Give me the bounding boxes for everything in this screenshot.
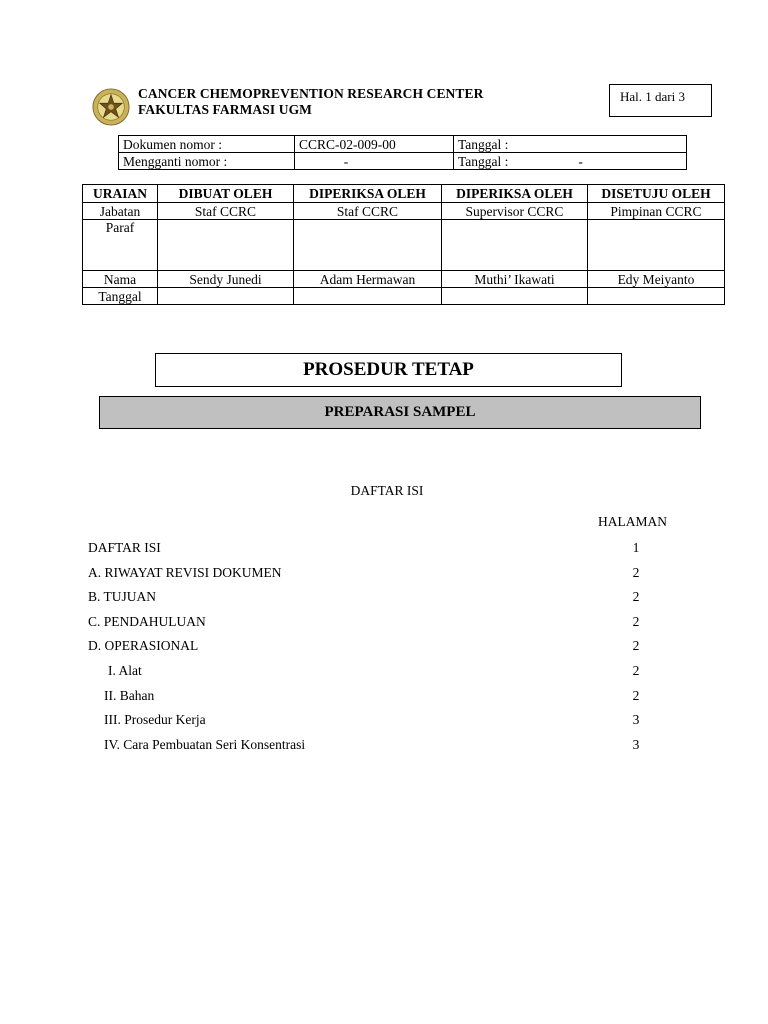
approval-table [82, 184, 725, 305]
table-of-contents [88, 540, 648, 761]
document-title: PROSEDUR TETAP [155, 353, 622, 387]
tanggal-row [83, 288, 725, 305]
toc-subitem [88, 663, 648, 688]
toc-subitem [88, 737, 648, 762]
replaces-number-value: - [295, 153, 454, 170]
paraf-dibuat [158, 220, 294, 271]
tanggal-label: Tanggal [83, 288, 158, 305]
replaces-number-row [119, 153, 687, 170]
tanggal-diperiksa-1 [294, 288, 442, 305]
replaces-date-value: - [578, 153, 583, 169]
toc-item-label: IV. Cara Pembuatan Seri Konsentrasi [104, 736, 306, 752]
toc-item-page: 2 [632, 589, 640, 605]
jabatan-diperiksa-1: Staf CCRC [294, 203, 442, 220]
document-subtitle: PREPARASI SAMPEL [99, 396, 701, 429]
tanggal-disetuju [588, 288, 725, 305]
nama-diperiksa-2: Muthi’ Ikawati [442, 271, 588, 288]
toc-item-label: II. Bahan [104, 687, 155, 703]
toc-item [88, 638, 648, 663]
toc-item-page: 2 [632, 564, 640, 580]
nama-row [83, 271, 725, 288]
page-indicator: Hal. 1 dari 3 [609, 84, 712, 117]
nama-disetuju: Edy Meiyanto [588, 271, 725, 288]
org-line-1: CANCER CHEMOPREVENTION RESEARCH CENTER [138, 86, 484, 101]
toc-item-page: 1 [632, 540, 640, 555]
nama-diperiksa-1: Adam Hermawan [294, 271, 442, 288]
header-dibuat-oleh: DIBUAT OLEH [158, 185, 294, 203]
toc-item [88, 614, 648, 639]
paraf-disetuju [588, 220, 725, 271]
toc-item [88, 540, 648, 565]
nama-label: Nama [83, 271, 158, 288]
toc-item-label: I. Alat [108, 662, 142, 678]
header-diperiksa-oleh-2: DIPERIKSA OLEH [442, 185, 588, 203]
toc-item-page: 3 [632, 712, 640, 728]
header-diperiksa-oleh-1: DIPERIKSA OLEH [294, 185, 442, 203]
document-number-label: Dokumen nomor : [119, 136, 295, 153]
toc-item-page: 2 [632, 638, 640, 654]
tanggal-diperiksa-2 [442, 288, 588, 305]
toc-item [88, 565, 648, 590]
toc-item-label: A. RIWAYAT REVISI DOKUMEN [88, 564, 282, 580]
replaces-number-label: Mengganti nomor : [119, 153, 295, 170]
paraf-row [83, 220, 725, 271]
approval-header-row [83, 185, 725, 203]
toc-item-page: 2 [632, 662, 640, 678]
document-number-value: CCRC-02-009-00 [295, 136, 454, 153]
toc-subitem [88, 688, 648, 713]
jabatan-dibuat: Staf CCRC [158, 203, 294, 220]
toc-item-label: III. Prosedur Kerja [104, 712, 206, 728]
toc-title: DAFTAR ISI [350, 483, 424, 498]
toc-item-page: 2 [632, 687, 640, 703]
org-line-2: FAKULTAS FARMASI UGM [138, 102, 313, 117]
toc-item-page: 2 [632, 613, 640, 629]
toc-subitem [88, 712, 648, 737]
document-number-row [119, 136, 687, 153]
organization-name [138, 86, 483, 118]
paraf-label: Paraf [83, 220, 158, 271]
paraf-diperiksa-2 [442, 220, 588, 271]
ugm-emblem-icon [92, 88, 130, 126]
jabatan-diperiksa-2: Supervisor CCRC [442, 203, 588, 220]
toc-page-header: HALAMAN [598, 514, 667, 529]
jabatan-disetuju: Pimpinan CCRC [588, 203, 725, 220]
document-info-table [118, 135, 687, 170]
toc-item-label: D. OPERASIONAL [88, 638, 199, 654]
toc-item-label: C. PENDAHULUAN [88, 613, 206, 629]
toc-item [88, 589, 648, 614]
jabatan-label: Jabatan [83, 203, 158, 220]
replaces-date-cell: Tanggal : - [454, 153, 687, 170]
toc-item-page: 3 [632, 736, 640, 752]
header-uraian: URAIAN [83, 185, 158, 203]
toc-item-label: DAFTAR ISI [88, 540, 161, 555]
toc-item-label: B. TUJUAN [88, 589, 157, 605]
jabatan-row [83, 203, 725, 220]
paraf-diperiksa-1 [294, 220, 442, 271]
nama-dibuat: Sendy Junedi [158, 271, 294, 288]
header-disetuju-oleh: DISETUJU OLEH [588, 185, 725, 203]
tanggal-dibuat [158, 288, 294, 305]
document-date-cell: Tanggal : [454, 136, 687, 153]
